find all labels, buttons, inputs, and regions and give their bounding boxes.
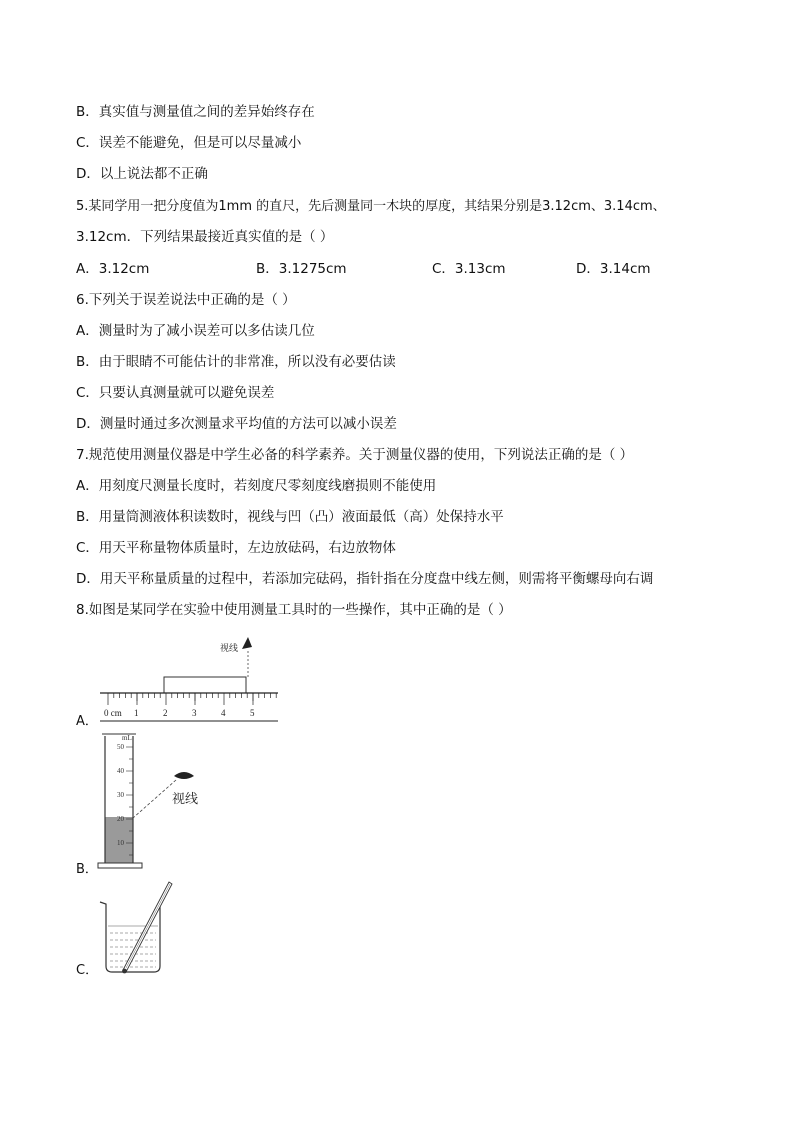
- q4-option-d: D．以上说法都不正确: [76, 166, 208, 182]
- ruler-figure: [96, 635, 286, 725]
- cylinder-tick-label: 50: [117, 743, 124, 751]
- cylinder-figure: [96, 728, 226, 878]
- figure-a-label: A．: [76, 714, 98, 729]
- ruler-tick-label: 4: [221, 708, 226, 718]
- q6-option-d: D．测量时通过多次测量求平均值的方法可以减小误差: [76, 416, 397, 432]
- q4-option-c: C．误差不能避免，但是可以尽量减小: [76, 135, 302, 151]
- beaker-liquid: [108, 926, 158, 967]
- q7-option-a: A．用刻度尺测量长度时，若刻度尺零刻度线磨损则不能使用: [76, 478, 437, 494]
- q7-option-b: B．用量筒测液体积读数时，视线与凹（凸）液面最低（高）处保持水平: [76, 509, 504, 525]
- ruler-sight-label: 视线: [220, 643, 239, 653]
- cylinder-tick-label: 20: [117, 815, 124, 823]
- ruler-tick-label: 2: [163, 708, 168, 718]
- ruler-tick-label: 5: [250, 708, 255, 718]
- q4-option-b: B．真实值与测量值之间的差异始终存在: [76, 104, 315, 120]
- eye-icon: [174, 772, 194, 779]
- figure-b-label: B．: [76, 862, 98, 877]
- q6-option-a: A．测量时为了减小误差可以多估读几位: [76, 323, 315, 339]
- cylinder-unit: mL: [122, 734, 132, 742]
- ruler-ticks: [108, 693, 276, 705]
- q6-option-b: B．由于眼睛不可能估计的非常准，所以没有必要估读: [76, 354, 396, 370]
- ruler-tick-label: 1: [134, 708, 139, 718]
- q7-stem: 7.规范使用测量仪器是中学生必备的科学素养。关于测量仪器的使用，下列说法正确的是（ ）: [76, 447, 634, 463]
- q5-option-b: B．3.1275cm: [256, 261, 347, 277]
- q7-option-c: C．用天平称量物体质量时，左边放砝码，右边放物体: [76, 540, 396, 556]
- q5-stem-line2: 3.12cm．下列结果最接近真实值的是（ ）: [76, 229, 334, 245]
- ruler-tick-label: 0 cm: [104, 708, 122, 718]
- q6-option-c: C．只要认真测量就可以避免误差: [76, 385, 275, 401]
- eye-icon: [242, 637, 252, 649]
- thermometer-icon: [122, 882, 172, 973]
- q7-option-d: D．用天平称量质量的过程中，若添加完砝码，指针指在分度盘中线左侧，则需将平衡螺母向右调: [76, 571, 654, 587]
- q5-option-c: C．3.13cm: [432, 261, 506, 277]
- figure-c-label: C．: [76, 963, 99, 978]
- cylinder-tick-label: 10: [117, 839, 124, 847]
- q5-stem-line1: 5.某同学用一把分度值为1mm 的直尺，先后测量同一木块的厚度，其结果分别是3.12cm、3.14cm、: [76, 199, 666, 214]
- cylinder-sight-label: 视线: [172, 791, 199, 806]
- q6-stem: 6.下列关于误差说法中正确的是（ ）: [76, 292, 296, 308]
- cylinder-base: [98, 863, 142, 868]
- cylinder-sight-line: [133, 780, 176, 818]
- q5-option-d: D．3.14cm: [576, 261, 651, 277]
- cylinder-tick-label: 30: [117, 791, 124, 799]
- q5-option-a: A．3.12cm: [76, 261, 150, 277]
- cylinder-tick-label: 40: [117, 767, 124, 775]
- wooden-block: [164, 677, 246, 693]
- ruler-tick-label: 3: [192, 708, 197, 718]
- beaker-figure: [96, 878, 186, 978]
- q8-stem: 8.如图是某同学在实验中使用测量工具时的一些操作，其中正确的是（ ）: [76, 602, 512, 618]
